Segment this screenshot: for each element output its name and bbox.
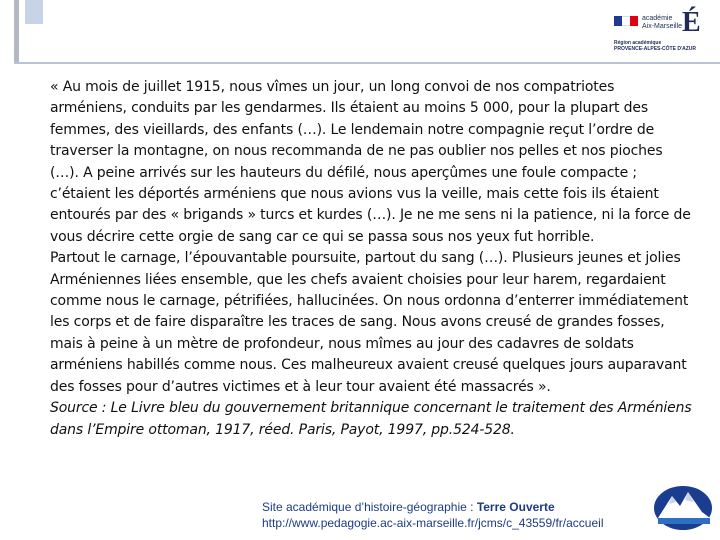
header-rule <box>14 62 720 64</box>
document-text <box>50 77 692 441</box>
logo-letter: É <box>682 7 701 38</box>
decorative-bar-dark <box>14 0 19 62</box>
footer-site-prefix: Site académique d’histoire-géographie : <box>262 500 477 514</box>
logo-region-line1: Région académique <box>614 40 662 46</box>
academie-logo <box>612 8 716 54</box>
footer-url-link[interactable]: http://www.pedagogie.ac-aix-marseille.fr/jcms/c_43559/fr/accueil <box>262 516 604 530</box>
logo-text-line2: Aix-Marseille <box>642 23 683 30</box>
logo-text-line1: académie <box>642 15 673 22</box>
mountain-badge-icon <box>652 484 714 532</box>
testimony-paragraph-1: « Au mois de juillet 1915, nous vîmes un jour, un long convoi de nos compatriotes arméniens, conduits par les gendarmes. Ils étaient au moins 5 000, pour la plupart des femmes, des vieillards, des enfants (…). Le lendemain notre compagnie reçut l’ordre de traverser la montagne, on nous recommanda de ne pas oublier nos pelles et nos pioches (…). A peine arrivés sur les hauteurs du défilé, nous aperçûmes une foule compacte ; c’étaient les déportés arméniens que nous avions vus la veille, mais cette fois ils étaient entourés par des « brigands » turcs et kurdes (…). Je ne me sens ni la patience, ni la force de vous décrire cette orgie de sang car ce qui se passa sous nos yeux fut horrible. <box>50 79 691 245</box>
logo-region <box>614 40 696 52</box>
footer-site-name: Terre Ouverte <box>476 500 555 514</box>
testimony-paragraph-2: Partout le carnage, l’épouvantable poursuite, partout du sang (…). Plusieurs jeunes et jolies Arméniennes liées ensemble, que les chefs avaient choisies pour leur harem, regardaient comme nous le carnage, pétrifiées, hallucinées. On nous ordonna d’enterrer immédiatement les corps et de faire disparaître les traces de sang. Nous avons creusé de grandes fosses, mais à peine à un mètre de profondeur, nous mîmes au jour des cadavres de soldats arméniens habillés comme nous. Ces malheureux avaient creusé quelques jours auparavant des fosses pour d’autres victimes et à leur tour avaient été massacrés ». <box>50 250 689 395</box>
footer-site-line <box>262 499 603 515</box>
logo-region-line2: PROVENCE-ALPES-CÔTE D'AZUR <box>614 46 697 52</box>
source-citation: Source : Le Livre bleu du gouvernement britannique concernant le traitement des Arméniens dans l’Empire ottoman, 1917, réed. Paris, Payot, 1997, pp.524-528. <box>50 400 692 438</box>
footer <box>262 499 603 531</box>
decorative-bar-light <box>25 0 43 24</box>
french-flag-icon <box>614 16 638 26</box>
logo-wordmark <box>642 15 682 31</box>
